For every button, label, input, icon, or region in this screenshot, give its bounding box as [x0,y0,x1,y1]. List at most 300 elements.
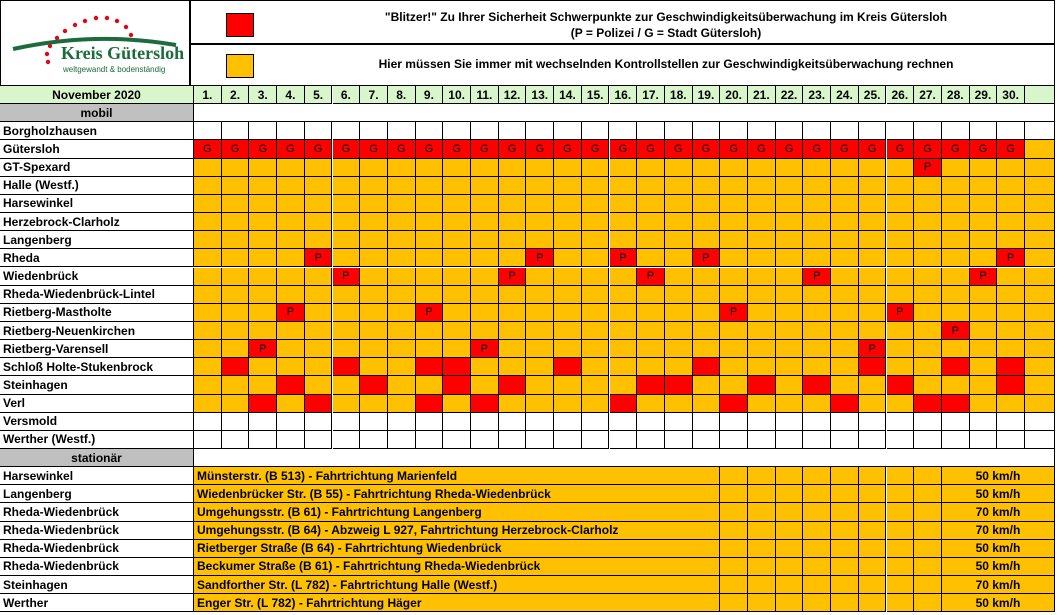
day-cell [942,195,970,213]
section-spacer [194,449,1055,467]
day-cell [471,231,499,249]
day-cell [914,540,942,558]
day-cell [831,594,859,612]
day-cell [748,485,776,503]
day-cell [748,213,776,231]
check-mark: G [950,143,960,155]
check-cell [554,140,582,158]
day-cell [305,304,333,322]
day-cell [803,594,831,612]
location-text: Umgehungsstr. (B 61) - Fahrtrichtung Langenberg [194,503,693,521]
day-cell [970,159,998,177]
day-cell [194,431,222,449]
day-cell [803,522,831,540]
day-cell [443,231,471,249]
day-cell [720,231,748,249]
day-cell [194,213,222,231]
day-header: 29. [970,86,998,104]
speed-limit: 50 km/h [942,485,1055,503]
check-cell [887,304,915,322]
day-cell [443,395,471,413]
day-cell [554,177,582,195]
day-cell [776,503,804,521]
day-header: 14. [554,86,582,104]
day-cell [776,522,804,540]
location-text: Sandforther Str. (L 782) - Fahrtrichtung Halle (Westf.) [194,576,693,594]
day-cell [194,159,222,177]
day-cell [554,304,582,322]
check-cell [637,376,665,394]
row-label: Harsewinkel [0,467,194,485]
day-cell [803,322,831,340]
day-cell [416,340,444,358]
check-cell [693,358,721,376]
row-filler [1025,213,1055,231]
legend-orange-text: Hier müssen Sie immer mit wechselnden Kontrollstellen zur Geschwindigkeitsüberwachung rechnen [378,57,954,71]
check-cell [471,340,499,358]
day-header: 26. [887,86,915,104]
day-cell [194,249,222,267]
day-cell [249,231,277,249]
day-cell [776,485,804,503]
check-mark: G [978,143,988,155]
day-cell [665,213,693,231]
row-filler [1025,304,1055,322]
day-cell [831,540,859,558]
day-cell [637,413,665,431]
day-cell [582,195,610,213]
orange-swatch [226,54,254,78]
logo-tagline: weltgewandt & bodenständig [63,65,166,74]
day-cell [803,358,831,376]
day-cell [914,358,942,376]
check-mark: P [480,342,489,355]
day-cell [693,395,721,413]
day-cell [443,249,471,267]
day-cell [443,122,471,140]
day-cell [693,413,721,431]
check-cell [443,376,471,394]
day-header: 10. [443,86,471,104]
row-label: Versmold [0,413,194,431]
check-mark: G [590,143,600,155]
row-filler [1025,358,1055,376]
day-cell [720,467,748,485]
day-cell [970,358,998,376]
row-label: Rheda-Wiedenbrück [0,522,194,540]
day-cell [887,358,915,376]
day-cell [803,340,831,358]
day-cell [970,376,998,394]
check-mark: G [230,143,240,155]
day-cell [610,322,638,340]
check-mark: G [203,143,212,155]
check-mark: P [314,251,322,264]
day-cell [887,522,915,540]
day-cell [942,231,970,249]
check-cell [637,268,665,286]
day-cell [859,395,887,413]
check-cell [416,395,444,413]
check-mark: G [258,143,268,155]
speed-limit: 50 km/h [942,558,1055,576]
day-cell [665,340,693,358]
day-cell [443,304,471,322]
day-cell [776,249,804,267]
day-cell [776,159,804,177]
day-cell [776,431,804,449]
day-cell [554,213,582,231]
day-cell [693,340,721,358]
day-cell [333,195,361,213]
day-header: 23. [803,86,831,104]
day-cell [443,322,471,340]
day-cell [360,358,388,376]
check-cell [637,140,665,158]
day-cell [887,576,915,594]
day-header: 6. [333,86,361,104]
day-cell [720,322,748,340]
day-cell [720,268,748,286]
day-header: 11. [471,86,499,104]
day-cell [776,213,804,231]
day-cell [997,286,1025,304]
section-stationary: stationär [0,449,194,467]
day-cell [194,304,222,322]
day-cell [803,286,831,304]
day-cell [333,376,361,394]
day-cell [416,431,444,449]
check-mark: P [896,306,904,319]
day-cell [803,395,831,413]
row-filler [1025,431,1055,449]
day-cell [610,159,638,177]
day-cell [776,413,804,431]
day-cell [333,304,361,322]
day-cell [582,177,610,195]
day-cell [305,340,333,358]
day-cell [499,195,527,213]
day-cell [665,358,693,376]
day-cell [914,286,942,304]
legend-red-text [281,9,1051,41]
day-cell [859,594,887,612]
day-header: 8. [388,86,416,104]
day-cell [831,231,859,249]
row-label: Rietberg-Neuenkirchen [0,322,194,340]
day-cell [859,322,887,340]
day-cell [748,467,776,485]
header-filler [1025,86,1055,104]
day-cell [859,431,887,449]
day-cell [526,340,554,358]
check-mark: P [979,270,987,283]
day-cell [582,231,610,249]
day-cell [970,395,998,413]
day-cell [748,322,776,340]
check-cell [748,376,776,394]
day-cell [194,122,222,140]
day-cell [416,195,444,213]
day-cell [970,413,998,431]
day-cell [526,395,554,413]
day-cell [222,268,250,286]
day-cell [388,376,416,394]
day-cell [942,304,970,322]
day-cell [471,304,499,322]
day-cell [914,376,942,394]
day-cell [610,286,638,304]
day-cell [859,195,887,213]
day-cell [194,286,222,304]
day-cell [333,213,361,231]
day-cell [277,213,305,231]
day-cell [471,376,499,394]
day-cell [360,304,388,322]
day-cell [887,177,915,195]
day-cell [388,431,416,449]
day-cell [416,231,444,249]
day-cell [914,485,942,503]
check-mark: P [508,270,516,283]
day-cell [360,213,388,231]
day-cell [194,322,222,340]
check-cell [526,140,554,158]
check-mark: G [396,143,406,155]
check-cell [720,395,748,413]
day-cell [887,395,915,413]
row-filler [1025,249,1055,267]
location-text: Münsterstr. (B 513) - Fahrtrichtung Marienfeld [194,467,693,485]
day-cell [610,231,638,249]
day-cell [914,467,942,485]
day-cell [859,522,887,540]
day-cell [665,122,693,140]
day-cell [914,231,942,249]
day-cell [582,358,610,376]
day-cell [222,122,250,140]
day-cell [831,122,859,140]
check-mark: G [480,143,489,155]
location-text: Wiedenbrücker Str. (B 55) - Fahrtrichtung Rheda-Wiedenbrück [194,485,693,503]
day-cell [305,213,333,231]
day-cell [748,340,776,358]
day-cell [526,304,554,322]
location-text: Umgehungsstr. (B 64) - Abzweig L 927, Fahrtrichtung Herzebrock-Clarholz [194,522,693,540]
check-mark: G [535,143,545,155]
day-cell [526,159,554,177]
day-cell [831,159,859,177]
day-cell [776,376,804,394]
day-cell [388,177,416,195]
day-header: 9. [416,86,444,104]
day-cell [499,395,527,413]
day-header: 24. [831,86,859,104]
day-cell [582,304,610,322]
day-cell [416,249,444,267]
day-cell [831,304,859,322]
day-cell [693,431,721,449]
day-cell [997,413,1025,431]
day-cell [997,195,1025,213]
check-cell [471,395,499,413]
check-mark: P [702,251,710,264]
day-cell [277,159,305,177]
day-cell [942,413,970,431]
day-cell [610,177,638,195]
day-cell [443,413,471,431]
check-mark: G [452,143,461,155]
day-cell [333,159,361,177]
day-cell [831,431,859,449]
section-mobile: mobil [0,104,194,122]
day-cell [499,431,527,449]
check-cell [305,395,333,413]
check-mark: P [813,270,821,283]
day-cell [970,195,998,213]
day-cell [249,376,277,394]
day-cell [582,122,610,140]
check-mark: G [563,143,572,155]
day-cell [665,195,693,213]
row-label: Rietberg-Varensell [0,340,194,358]
row-label: Rheda-Wiedenbrück [0,558,194,576]
check-cell [582,140,610,158]
day-cell [942,213,970,231]
day-cell [388,395,416,413]
day-cell [859,413,887,431]
day-cell [997,213,1025,231]
check-mark: P [729,306,738,319]
day-cell [693,231,721,249]
day-header: 20. [720,86,748,104]
check-mark: G [784,143,794,155]
day-cell [277,249,305,267]
day-cell [499,249,527,267]
day-cell [665,249,693,267]
day-cell [748,286,776,304]
day-cell [637,431,665,449]
check-cell [720,140,748,158]
day-cell [693,195,721,213]
day-cell [748,122,776,140]
day-cell [526,286,554,304]
day-cell [859,159,887,177]
day-cell [942,122,970,140]
day-cell [887,249,915,267]
day-cell [887,503,915,521]
day-cell [610,268,638,286]
day-cell [748,395,776,413]
day-cell [859,122,887,140]
day-cell [249,213,277,231]
day-cell [720,286,748,304]
day-cell [803,413,831,431]
check-cell [970,268,998,286]
day-header: 16. [610,86,638,104]
day-cell [222,286,250,304]
day-cell [471,177,499,195]
day-cell [277,195,305,213]
check-cell [887,140,915,158]
day-cell [914,340,942,358]
location-text: Beckumer Straße (B 61) - Fahrtrichtung Rheda-Wiedenbrück [194,558,693,576]
day-cell [831,576,859,594]
day-cell [443,286,471,304]
day-cell [277,431,305,449]
day-cell [693,558,721,576]
check-cell [665,140,693,158]
day-cell [997,340,1025,358]
day-cell [388,413,416,431]
day-cell [360,268,388,286]
day-cell [914,195,942,213]
row-filler [1025,413,1055,431]
day-cell [416,376,444,394]
day-cell [776,122,804,140]
day-cell [776,358,804,376]
day-cell [388,304,416,322]
speed-limit: 70 km/h [942,522,1055,540]
day-cell [720,249,748,267]
check-cell [997,140,1025,158]
day-cell [249,268,277,286]
day-cell [914,268,942,286]
day-cell [277,231,305,249]
day-cell [388,249,416,267]
day-cell [443,195,471,213]
day-cell [970,122,998,140]
check-mark: G [673,143,683,155]
check-mark: G [840,143,849,155]
day-cell [942,177,970,195]
day-cell [831,485,859,503]
day-cell [914,503,942,521]
check-cell [997,376,1025,394]
day-cell [970,231,998,249]
row-filler [1025,122,1055,140]
day-cell [582,431,610,449]
day-cell [748,177,776,195]
day-cell [554,413,582,431]
check-cell [388,140,416,158]
day-cell [610,340,638,358]
check-cell [693,140,721,158]
check-mark: G [286,143,295,155]
day-cell [693,376,721,394]
day-cell [803,576,831,594]
day-cell [776,340,804,358]
day-cell [388,268,416,286]
row-label: Rheda [0,249,194,267]
day-cell [997,122,1025,140]
day-cell [582,159,610,177]
day-cell [803,231,831,249]
day-cell [554,231,582,249]
day-header: 18. [665,86,693,104]
row-label: Harsewinkel [0,195,194,213]
day-cell [887,594,915,612]
day-cell [665,304,693,322]
day-cell [277,358,305,376]
day-cell [582,322,610,340]
day-cell [720,576,748,594]
day-cell [582,213,610,231]
day-cell [693,304,721,322]
day-cell [831,503,859,521]
day-cell [859,576,887,594]
day-cell [554,322,582,340]
